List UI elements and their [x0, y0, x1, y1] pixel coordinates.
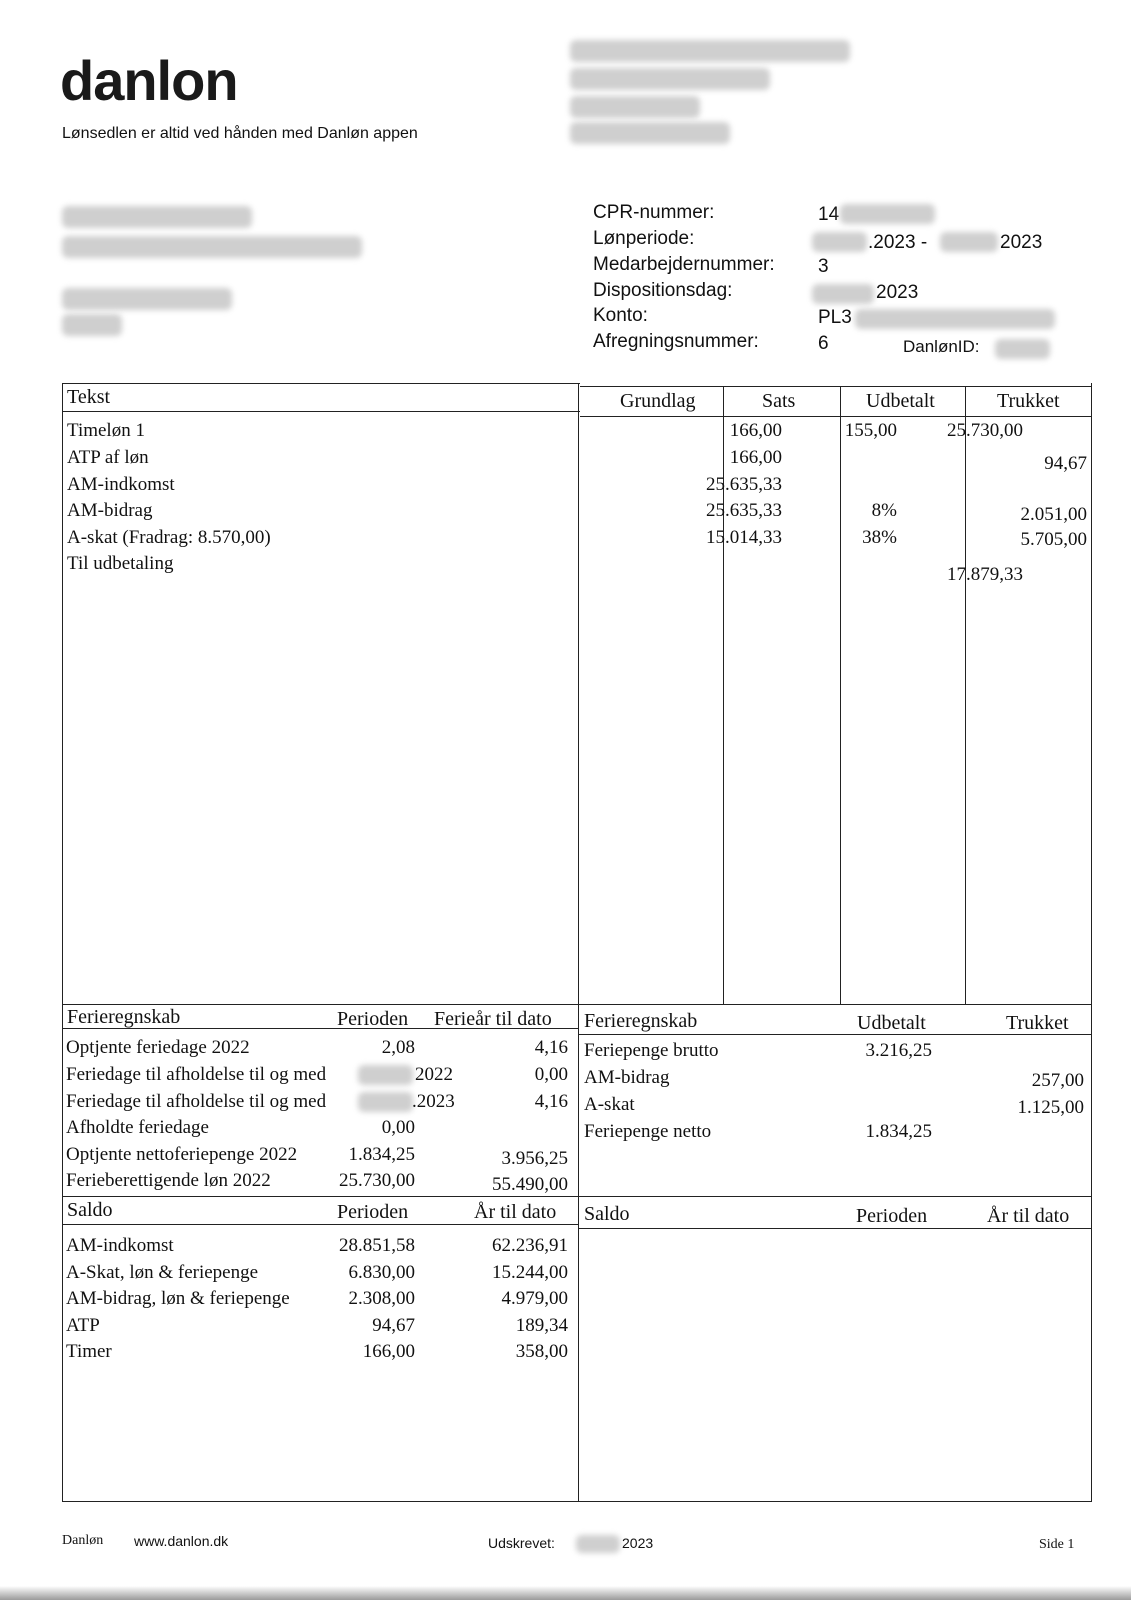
employee-address-redacted [62, 206, 252, 228]
ferie-right-label: Feriepenge netto [584, 1121, 712, 1142]
table-row [67, 472, 1087, 499]
footer-brand: Danløn [62, 1533, 104, 1548]
row-grundlag: 25.635,33 [706, 474, 782, 495]
saldo-aar: 62.236,91 [492, 1235, 568, 1256]
page-number: Side 1 [1039, 1537, 1075, 1552]
saldo-perioden: 94,67 [372, 1315, 415, 1336]
ferie-right-udbetalt: Udbetalt [857, 1012, 926, 1034]
ferie-row [66, 1115, 571, 1142]
row-grundlag: 25.635,33 [706, 500, 782, 521]
row-sats: 38% [862, 527, 897, 548]
ferie-label: Optjente nettoferiepenge 2022 [66, 1144, 298, 1165]
printed-label: Udskrevet: [488, 1535, 555, 1551]
ferie-right-label: AM-bidrag [584, 1067, 670, 1088]
ferie-right-row [584, 1038, 1084, 1065]
row-tekst: Til udbetaling [67, 553, 174, 574]
saldo-row [66, 1313, 571, 1340]
ferie-right-title: Ferieregnskab [584, 1010, 698, 1032]
ferie-label: Ferieberettigende løn 2022 [66, 1170, 271, 1191]
account-label: Konto: [593, 305, 648, 326]
printed-date-redacted [576, 1535, 620, 1553]
row-sats: 155,00 [844, 420, 897, 441]
ferie-right-row [584, 1092, 1084, 1119]
saldo-header-line [62, 1224, 578, 1225]
saldo-perioden: 28.851,58 [339, 1235, 415, 1256]
date-redacted [358, 1065, 413, 1085]
table-row [67, 418, 1087, 445]
cpr-redacted [840, 204, 935, 224]
row-tekst: ATP af løn [67, 447, 149, 468]
employee-number-value: 3 [818, 256, 829, 277]
ferie-right-trukket: Trukket [1006, 1012, 1069, 1034]
table-top-line [62, 383, 580, 384]
saldo-row [66, 1260, 571, 1287]
company-address-redacted [570, 68, 770, 90]
scan-edge-shadow [0, 1586, 1131, 1600]
row-udbetalt: 25.730,00 [947, 420, 1023, 441]
saldo-row [66, 1339, 571, 1366]
employee-number-label: Medarbejdernummer: [593, 254, 775, 275]
row-grundlag: 166,00 [729, 420, 782, 441]
account-value: PL3 [818, 307, 852, 328]
col-header-tekst: Tekst [67, 386, 111, 408]
ferie-label: Optjente feriedage 2022 [66, 1037, 250, 1058]
saldo-label: Timer [66, 1341, 112, 1362]
saldo-left-perioden: Perioden [337, 1201, 409, 1223]
ferie-left-perioden: Perioden [337, 1008, 409, 1030]
disposition-label: Dispositionsdag: [593, 280, 733, 301]
col-header-trukket: Trukket [997, 390, 1060, 412]
ferie-perioden: 1.834,25 [348, 1144, 415, 1165]
saldo-label: A-Skat, løn & feriepenge [66, 1262, 259, 1283]
ferie-perioden: 0,00 [381, 1117, 415, 1138]
ferie-right-label: A-skat [584, 1094, 635, 1115]
ferie-label: Feriedage til afholdelse til og med [66, 1064, 327, 1085]
ferie-right-udbetalt: 1.834,25 [865, 1121, 932, 1142]
ferie-row [66, 1089, 571, 1116]
ferie-left-ferieaar: Ferieår til dato [434, 1008, 552, 1030]
ferie-label: Feriedage til afholdelse til og med [66, 1091, 327, 1112]
ferie-right-row [584, 1119, 1084, 1146]
period-to: 2023 [1000, 232, 1043, 253]
period-from-redacted [812, 232, 867, 252]
saldo-perioden: 2.308,00 [348, 1288, 415, 1309]
saldo-row [66, 1286, 571, 1313]
row-grundlag: 15.014,33 [706, 527, 782, 548]
saldo-row [66, 1233, 571, 1260]
ferie-suffix: .2023 [412, 1091, 455, 1112]
ferie-dato: 4,16 [534, 1037, 568, 1058]
cpr-label: CPR-nummer: [593, 202, 715, 223]
row-udbetalt: 17.879,33 [947, 564, 1023, 585]
ferie-label: Afholdte feriedage [66, 1117, 209, 1138]
saldo-header-line [578, 1228, 1091, 1229]
period-from: .2023 - [868, 232, 928, 253]
table-row [67, 498, 1087, 525]
row-grundlag: 166,00 [729, 447, 782, 468]
ferie-suffix: 2022 [415, 1064, 453, 1085]
cpr-value: 14 [818, 204, 840, 225]
employee-address-redacted [62, 236, 362, 258]
ferie-right-row [584, 1065, 1084, 1092]
employee-address-redacted [62, 288, 232, 310]
ferie-perioden: 2,08 [381, 1037, 415, 1058]
ferie-left-title: Ferieregnskab [67, 1006, 181, 1028]
ferie-right-trukket: 1.125,00 [1017, 1097, 1084, 1118]
disposition-value: 2023 [876, 282, 919, 303]
table-row [67, 551, 1087, 585]
saldo-aar: 15.244,00 [492, 1262, 568, 1283]
period-label: Lønperiode: [593, 228, 695, 249]
saldo-left-aar: År til dato [474, 1201, 557, 1223]
saldo-perioden: 166,00 [362, 1341, 415, 1362]
table-header-line [580, 416, 1091, 417]
saldo-right-aar: År til dato [987, 1205, 1070, 1227]
ferie-dato: 4,16 [534, 1091, 568, 1112]
saldo-label: ATP [66, 1315, 100, 1336]
table-row [67, 525, 1087, 552]
saldo-left-title: Saldo [67, 1199, 113, 1221]
section-line [62, 1004, 1091, 1005]
saldo-aar: 4.979,00 [501, 1288, 568, 1309]
table-header-line [62, 411, 580, 412]
ferie-dato: 3.956,25 [501, 1148, 568, 1169]
ferie-row [66, 1168, 571, 1195]
row-trukket: 94,67 [1044, 453, 1087, 474]
row-trukket: 2.051,00 [1020, 504, 1087, 525]
account-redacted [855, 309, 1055, 329]
danlonid-redacted [995, 339, 1050, 359]
row-trukket: 5.705,00 [1020, 529, 1087, 550]
ferie-right-trukket: 257,00 [1031, 1070, 1084, 1091]
ferie-right-udbetalt: 3.216,25 [865, 1040, 932, 1061]
ferie-row [66, 1142, 571, 1169]
saldo-aar: 189,34 [515, 1315, 568, 1336]
printed-value: 2023 [622, 1535, 654, 1551]
ferie-right-label: Feriepenge brutto [584, 1040, 719, 1061]
saldo-label: AM-bidrag, løn & feriepenge [66, 1288, 290, 1309]
ferie-row [66, 1062, 571, 1089]
danlonid-label: DanlønID: [903, 337, 980, 356]
company-address-redacted [570, 122, 730, 144]
saldo-label: AM-indkomst [66, 1235, 174, 1256]
footer-url: www.danlon.dk [134, 1533, 229, 1549]
saldo-perioden: 6.830,00 [348, 1262, 415, 1283]
row-tekst: A-skat (Fradrag: 8.570,00) [67, 527, 271, 548]
danlon-logo: danlon [60, 49, 238, 112]
saldo-right-perioden: Perioden [856, 1205, 928, 1227]
saldo-right-title: Saldo [584, 1203, 630, 1225]
company-address-redacted [570, 96, 700, 118]
row-sats: 8% [871, 500, 897, 521]
row-tekst: AM-bidrag [67, 500, 153, 521]
period-to-redacted [940, 232, 998, 252]
ferie-perioden: 25.730,00 [339, 1170, 415, 1191]
saldo-line [62, 1196, 1091, 1197]
settlement-value: 6 [818, 333, 829, 354]
col-header-grundlag: Grundlag [620, 390, 696, 412]
settlement-label: Afregningsnummer: [593, 331, 759, 352]
disposition-redacted [812, 284, 874, 304]
row-tekst: Timeløn 1 [67, 420, 145, 441]
employee-address-redacted [62, 314, 122, 336]
row-tekst: AM-indkomst [67, 474, 175, 495]
date-redacted [358, 1092, 413, 1112]
table-top-line [580, 386, 1091, 387]
ferie-row [66, 1035, 571, 1062]
table-row [67, 445, 1087, 472]
tagline: Lønsedlen er altid ved hånden med Danløn appen [62, 125, 418, 142]
company-address-redacted [570, 40, 850, 62]
ferie-dato: 55.490,00 [492, 1174, 568, 1195]
ferie-dato: 0,00 [534, 1064, 568, 1085]
col-header-udbetalt: Udbetalt [866, 390, 935, 412]
saldo-aar: 358,00 [515, 1341, 568, 1362]
col-header-sats: Sats [762, 390, 796, 412]
